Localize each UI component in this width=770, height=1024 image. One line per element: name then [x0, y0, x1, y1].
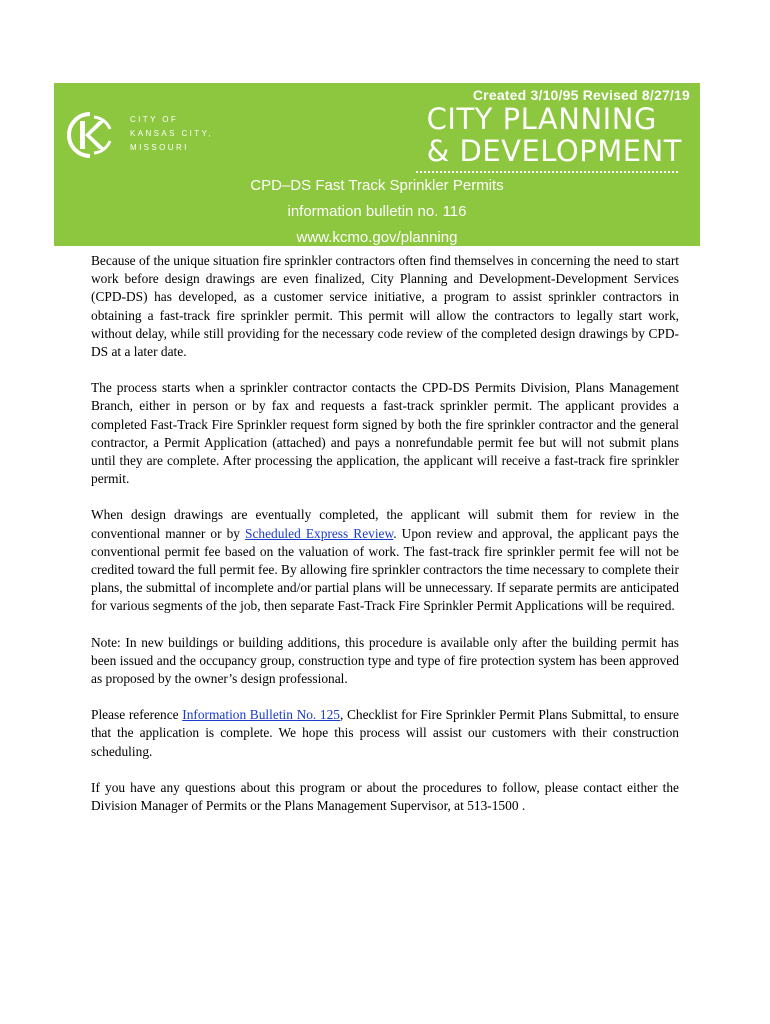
bulletin-title: CPD–DS Fast Track Sprinkler Permits	[250, 177, 504, 194]
paragraph-review	[91, 506, 679, 615]
paragraph-review-text: When design drawings are eventually completed, the applicant will submit them for review in the conventional manner or by	[91, 507, 679, 541]
scheduled-express-review-link[interactable]: Scheduled Express Review	[245, 525, 394, 541]
paragraph-contact: If you have any questions about this program or about the procedures to follow, please contact either the Division Manager of Permits or the Plans Management Supervisor, at 513-1500 .	[91, 779, 679, 814]
city-name	[130, 113, 213, 155]
paragraph-reference	[91, 706, 679, 761]
revision-date: Created 3/10/95 Revised 8/27/19	[472, 87, 690, 103]
department-title-line: & DEVELOPMENT	[426, 134, 682, 168]
header-banner	[54, 83, 700, 246]
city-name-line: KANSAS CITY,	[130, 129, 213, 138]
paragraph-reference-text: , Checklist for Fire Sprinkler Permit Plans Submittal, to ensure that the application is complete. We hope this process will assist our customers with their construction scheduling.	[91, 707, 680, 759]
department-title-line: CITY PLANNING	[426, 102, 657, 136]
information-bulletin-125-link[interactable]: Information Bulletin No. 125	[182, 707, 340, 723]
city-name-line: MISSOURI	[130, 143, 189, 152]
bulletin-body	[91, 252, 679, 833]
bulletin-number: information bulletin no. 116	[287, 203, 467, 220]
paragraph-process: The process starts when a sprinkler contractor contacts the CPD-DS Permits Division, Plans Management Branch, either in person or by fax and requests a fast-track sprinkler permit. The applicant provides a completed Fast-Track Fire Sprinkler request form signed by both the fire sprinkler contractor and the general contractor, a Permit Application (attached) and pays a nonrefundable permit fee but will not submit plans until they are complete. After processing the application, the applicant will receive a fast-track fire sprinkler permit.	[91, 380, 679, 487]
paragraph-intro: Because of the unique situation fire sprinkler contractors often find themselves in concerning the need to start work before design drawings are even finalized, City Planning and Development-Development Services (CPD-DS) has developed, as a customer service initiative, a program to assist sprinkler contractors in obtaining a fast-track fire sprinkler permit. This permit will allow the contractors to legally start work, without delay, while still providing for the necessary code review of the completed design drawings by CPD-DS at a later date.	[91, 253, 679, 360]
website-url: www.kcmo.gov/planning	[296, 229, 458, 246]
department-title	[427, 103, 682, 167]
kc-logo-icon	[66, 111, 114, 159]
paragraph-reference-text: Please reference	[91, 707, 183, 723]
dotted-divider	[416, 171, 678, 173]
city-name-line: CITY OF	[130, 115, 179, 124]
paragraph-note: Note: In new buildings or building additions, this procedure is available only after the building permit has been issued and the occupancy group, construction type and type of fire protection system has been approved as proposed by the owner’s design professional.	[91, 634, 679, 687]
paragraph-review-text: . Upon review and approval, the applicant pays the conventional permit fee based on the valuation of work. The fast-track fire sprinkler permit fee will not be credited toward the full permit fee. By allowing fire sprinkler contractors the time necessary to complete their plans, the submittal of incomplete and/or partial plans will be unnecessary. If separate permits are anticipated for various segments of the job, then separate Fast-Track Fire Sprinkler Permit Applications will be required.	[91, 525, 679, 614]
